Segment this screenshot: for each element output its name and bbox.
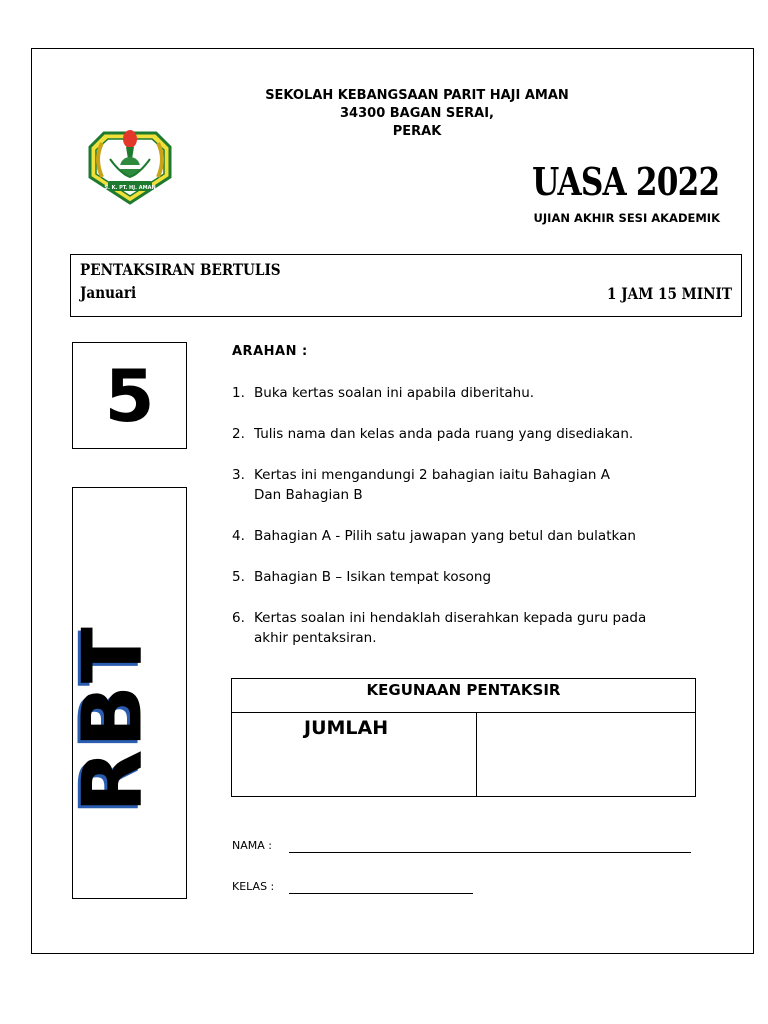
logo-text: S. K. PT. HJ. AMAN (104, 185, 156, 191)
name-field (232, 839, 692, 855)
exam-subtitle: UJIAN AKHIR SESI AKADEMIK (533, 211, 720, 225)
assessment-month: Januari (80, 283, 137, 302)
score-table (231, 678, 696, 797)
assessment-type: PENTAKSIRAN BERTULIS (80, 260, 281, 279)
score-total-label: JUMLAH (304, 717, 389, 739)
school-name: SEKOLAH KEBANGSAAN PARIT HAJI AMAN (265, 88, 569, 103)
instructions-heading: ARAHAN : (232, 344, 308, 359)
assessment-info-box (70, 254, 742, 317)
name-input-line[interactable] (289, 852, 691, 853)
class-field (232, 880, 492, 896)
score-table-divider (476, 713, 477, 797)
class-label: KELAS : (232, 880, 275, 893)
name-label: NAMA : (232, 839, 272, 852)
subject-code: RBT (65, 625, 161, 813)
year-number: 5 (104, 353, 155, 438)
exam-title: UASA 2022 (531, 159, 719, 204)
school-logo-icon (80, 119, 180, 211)
class-input-line[interactable] (289, 893, 473, 894)
school-state: PERAK (392, 124, 442, 139)
assessment-duration: 1 JAM 15 MINIT (607, 284, 732, 303)
page-frame: SEKOLAH KEBANGSAAN PARIT HAJI AMAN 34300 BAGAN SERAI, PERAK S. K. PT. HJ. AMAN UASA 2022 UJIAN AKHIR SESI AKADEMIK PENTAKSIRAN BERTULIS Januari 1 JAM 15 MINIT 5 RBT ARAHAN : 1. Buka kertas soalan ini apabila diberitahu. 2. Tulis nama dan kelas anda pada ruang yang disediakan. 3. Kertas ini mengandungi 2 bahagian iaitu Bahagian A Dan Bahagian B 4. Bahagian A - Pilih satu jawapan yang betul dan bulatkan 5. Bahagian B – Isikan tempat kosong 6. Kertas soalan ini hendaklah diserahkan kepada guru pada akhir pentaksiran. KEGUNAAN PENTAKSIR JUMLAH NAMA : KELAS : (31, 48, 754, 954)
school-address: 34300 BAGAN SERAI, (340, 106, 494, 121)
year-box (72, 342, 187, 449)
score-table-header: KEGUNAAN PENTAKSIR (232, 679, 695, 713)
